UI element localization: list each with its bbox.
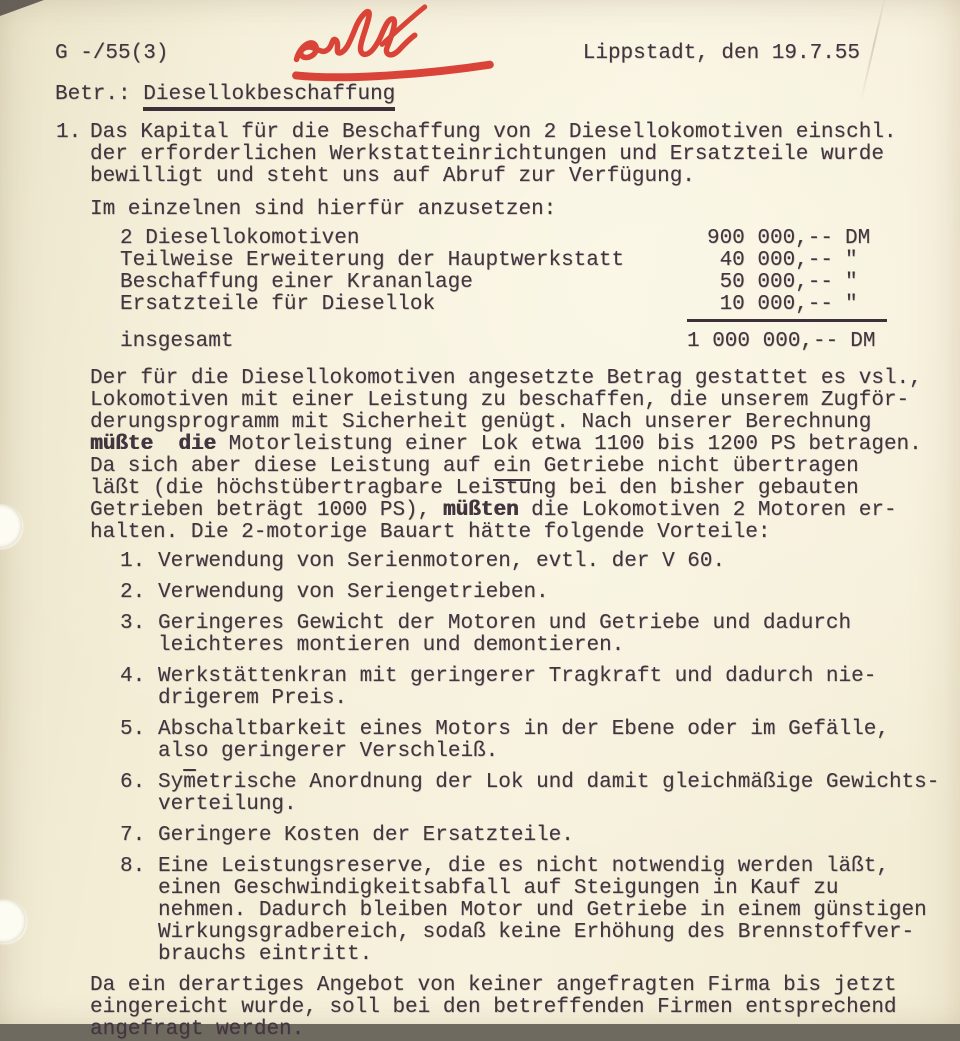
text-segment: verteilung. [158, 793, 297, 816]
text-line [90, 166, 922, 188]
cost-label: insgesamt [120, 330, 234, 353]
text-segment: Getrieben beträgt 1000 PS), [90, 499, 443, 522]
text-segment: ein [493, 455, 531, 481]
table-row [120, 294, 887, 322]
text-line [158, 771, 940, 794]
text-segment: Eine Leistungsreserve, die es nicht notwendig werden läßt, [158, 855, 889, 878]
text-line [158, 856, 922, 878]
text-segment: Wirkungsgradbereich, sodaß keine Erhöhung des Brennstoffver- [158, 921, 915, 944]
cost-table [120, 228, 922, 353]
subject-title: Diesellokbeschaffung [143, 85, 395, 111]
text-line [158, 688, 922, 710]
text-segment: $\overline{m}$ [183, 771, 196, 794]
cost-unit: DM [850, 330, 876, 353]
text-segment: Geringeres Gewicht der Motoren und Getriebe und dadurch [158, 612, 852, 635]
cost-value [687, 294, 887, 322]
text-line [90, 122, 922, 144]
reference-number: G -/55(3) [55, 42, 169, 65]
cost-intro-line: Im einzelnen sind hierfür anzusetzen: [90, 198, 557, 221]
text-line [90, 456, 922, 478]
place-date-line: Lippstadt, den 19.7.55 [582, 42, 860, 65]
text-segment: bewilligt und steht uns auf Abruf zur Verfügung. [90, 165, 695, 188]
text-segment: Geringere Kosten der Ersatzteile. [158, 824, 574, 847]
cost-label: Teilweise Erweiterung der Hauptwerkstatt [120, 249, 625, 272]
cost-amount: 900 000,-- [706, 227, 833, 250]
text-line [158, 878, 922, 900]
text-line [90, 412, 922, 434]
cost-value [687, 250, 887, 272]
text-segment: Der für die Diesellokomotiven angesetzte Betrag gestattet es vsl., [90, 367, 922, 390]
text-segment: Verwendung von Seriengetrieben. [158, 581, 549, 604]
list-item [120, 613, 922, 657]
cost-amount: 1 000 000,-- [687, 330, 839, 353]
table-row [120, 272, 887, 294]
list-item-number: 5. [120, 718, 146, 741]
subject-line [55, 84, 922, 111]
text-line [158, 899, 927, 922]
text-segment: Getriebe nicht übertragen [531, 455, 859, 478]
text-line [158, 825, 922, 847]
subject-label-gap [131, 83, 144, 106]
text-line [158, 582, 922, 604]
text-line [90, 434, 922, 456]
list-item-number: 1. [120, 550, 146, 573]
text-segment: brauchs eintritt. [158, 943, 373, 966]
text-segment: müßten [442, 499, 519, 522]
cost-unit: " [845, 271, 858, 294]
text-segment: halten. Die 2-motorige Bauart hätte folgende Vorteile: [90, 521, 771, 544]
table-row [120, 228, 887, 250]
text-line [158, 944, 922, 966]
list-item [120, 719, 922, 763]
list-item [120, 771, 940, 816]
text-segment: leichteres montieren und demontieren. [158, 634, 625, 657]
advantages-list [120, 550, 940, 966]
subject-label: Betr.: [55, 83, 131, 106]
text-line [158, 666, 922, 688]
text-line [90, 997, 922, 1019]
paragraph-performance [90, 368, 922, 544]
text-segment: eingereicht wurde, soll bei den betreffenden Firmen entsprechend [90, 996, 897, 1019]
cost-amount: 50 000,-- [719, 271, 833, 294]
text-segment: also geringerer Verschleiß. [158, 740, 499, 763]
text-segment: Abschaltbarkeit eines Motors in der Ebene oder im Gefälle, [158, 718, 889, 741]
list-item-number: 4. [120, 665, 146, 688]
text-segment: Sy [158, 771, 184, 794]
text-segment: drigerem Preis. [158, 687, 348, 710]
cost-unit: " [845, 249, 858, 272]
list-item-number: 3. [120, 612, 146, 635]
cost-amount: 40 000,-- [719, 249, 833, 272]
text-line [158, 635, 922, 657]
cost-label: Beschaffung einer Krananlage [120, 271, 473, 294]
cost-value [687, 228, 887, 250]
text-line [90, 1019, 922, 1041]
list-item-number: 6. [120, 771, 146, 794]
text-segment: Lokomotiven mit einer Leistung zu beschaffen, die unserem Zugför- [90, 389, 910, 412]
text-line [90, 478, 922, 500]
list-item [120, 551, 922, 573]
text-segment: läßt (die höchstübertragbare Leistung bei den bisher gebauten [90, 477, 859, 500]
cost-label: Ersatzteile für Diesellok [120, 293, 436, 316]
text-segment: angefragt werden. [90, 1018, 305, 1041]
text-line [158, 794, 922, 816]
text-line [158, 613, 922, 635]
text-segment: müßte die [90, 433, 217, 456]
text-segment: Werkstättenkran mit geringerer Tragkraft und dadurch nie- [158, 665, 877, 688]
text-segment: einen Geschwindigkeitsabfall auf Steigungen in Kauf zu [158, 877, 839, 900]
text-line [90, 144, 922, 166]
list-item-number: 7. [120, 824, 146, 847]
text-line [90, 390, 922, 412]
text-segment: der erforderlichen Werkstatteinrichtungen und Ersatzteile wurde [90, 143, 884, 166]
text-segment: Da ein derartiges Angebot von keiner angefragten Firma bis jetzt [90, 974, 897, 997]
cost-label: 2 Diesellokomotiven [120, 227, 360, 250]
text-line [158, 719, 922, 741]
text-line [158, 551, 922, 573]
text-line [158, 922, 922, 944]
cost-unit: DM [845, 227, 871, 250]
text-segment: nehmen. Dadurch bleiben Motor und Getriebe in einem günstigen [158, 899, 927, 922]
cost-value [687, 331, 887, 353]
text-segment: Verwendung von Serienmotoren, evtl. der V 60. [158, 550, 726, 573]
text-segment: Da sich aber diese Leistung auf [90, 455, 494, 478]
section-number: 1. [56, 121, 82, 144]
list-item [120, 855, 927, 966]
text-line [90, 500, 922, 522]
paragraph-capital [56, 121, 922, 188]
table-row [120, 331, 887, 353]
cost-value [687, 272, 887, 294]
list-item-number: 2. [120, 581, 146, 604]
text-line [90, 368, 922, 390]
text-segment: Das Kapital für die Beschaffung von 2 Diesellokomotiven einschl. [90, 121, 897, 144]
text-segment: derungsprogramm mit Sicherheit genügt. Nach unserer Berechnung [90, 411, 872, 434]
text-segment: Motorleistung einer Lok etwa 1100 bis 1200 PS betragen. [216, 433, 922, 456]
list-item [120, 666, 922, 710]
header-row [55, 43, 922, 65]
list-item [120, 825, 922, 847]
text-line [158, 741, 922, 763]
text-segment: etrische Anordnung der Lok und damit gleichmäßige Gewichts- [195, 771, 940, 794]
list-item [120, 582, 922, 604]
table-row [120, 250, 887, 272]
list-item-number: 8. [120, 855, 146, 878]
text-line [90, 522, 922, 544]
text-segment: die Lokomotiven 2 Motoren er- [518, 499, 897, 522]
cost-amount: 10 000,-- [719, 293, 833, 316]
closing-paragraph [90, 975, 922, 1041]
text-line [90, 975, 922, 997]
cost-unit: " [845, 293, 858, 316]
